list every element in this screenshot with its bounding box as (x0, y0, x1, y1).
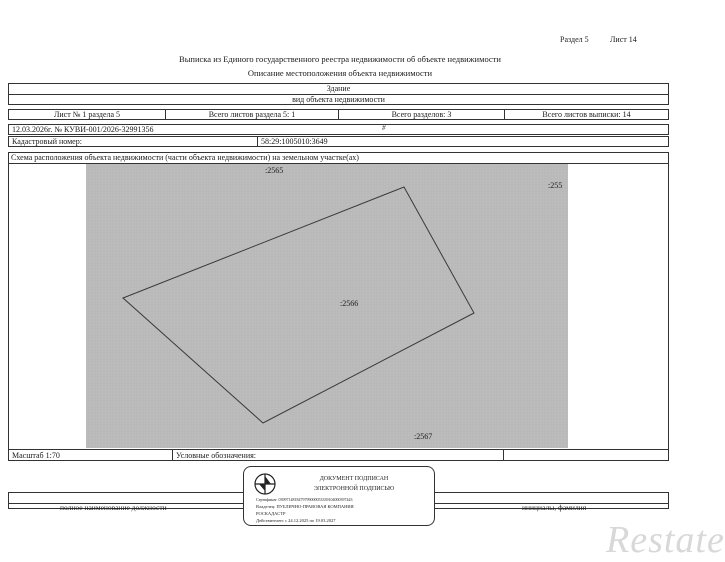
building-contour (86, 164, 568, 448)
object-type-caption: вид объекта недвижимости (292, 95, 385, 104)
cadastral-label: Кадастровый номер: (8, 136, 258, 147)
legend-label: Условные обозначения: (172, 449, 504, 461)
stamp-line2: ЭЛЕКТРОННОЙ ПОДПИСЬЮ (313, 486, 395, 492)
object-type-block (8, 83, 669, 105)
parcel-label-bottom: :2567 (414, 432, 433, 441)
stamp-certificate: Сертификат: 0399714818479799000053339104000397443 (256, 497, 353, 502)
position-caption: полное наименование должности (60, 503, 167, 512)
stamp-line1: ДОКУМЕНТ ПОДПИСАН (319, 476, 389, 482)
reference-mark: # (382, 124, 386, 132)
stamp-validity: Действителен: с 24.12.2025 по 19.03.2027 (256, 518, 336, 523)
sheet-label: Лист 14 (610, 35, 637, 44)
document-reference: 12.03.2026г. № КУВИ-001/2026-32991356 (8, 124, 669, 135)
restate-watermark: Restate (606, 519, 725, 561)
section-label: Раздел 5 (560, 35, 589, 44)
total-section-sheets: Всего листов раздела 5: 1 (165, 109, 339, 120)
cadastral-number: 58:29:1005010:3649 (257, 136, 669, 147)
parcel-label-top: :2565 (265, 166, 284, 175)
legend-empty-cell (503, 449, 669, 461)
total-sections: Всего разделов: 3 (338, 109, 505, 120)
total-extract-sheets: Всего листов выписки: 14 (504, 109, 669, 120)
stamp-owner-line1: Владелец: ПУБЛИЧНО-ПРАВОВАЯ КОМПАНИЯ (256, 504, 354, 509)
scale-label: Масштаб 1:70 (8, 449, 173, 461)
object-type-value: Здание (326, 84, 351, 93)
stamp-owner-line2: РОСКАДАСТР (256, 511, 286, 516)
emblem-icon (254, 473, 276, 495)
document-title: Выписка из Единого государственного реестра недвижимости об объекте недвижимости (179, 54, 501, 64)
scheme-title: Схема расположения объекта недвижимости (части объекта недвижимости) на земельном участке(ах) (11, 153, 359, 162)
parcel-label-center: :2566 (340, 299, 359, 308)
document-subtitle: Описание местоположения объекта недвижимости (247, 68, 433, 78)
scheme-map (86, 164, 568, 448)
initials-caption: инициалы, фамилия (522, 503, 587, 512)
sheet-of-section: Лист № 1 раздела 5 (8, 109, 166, 120)
electronic-signature-stamp (243, 466, 435, 526)
parcel-label-right: :255 (548, 181, 563, 190)
